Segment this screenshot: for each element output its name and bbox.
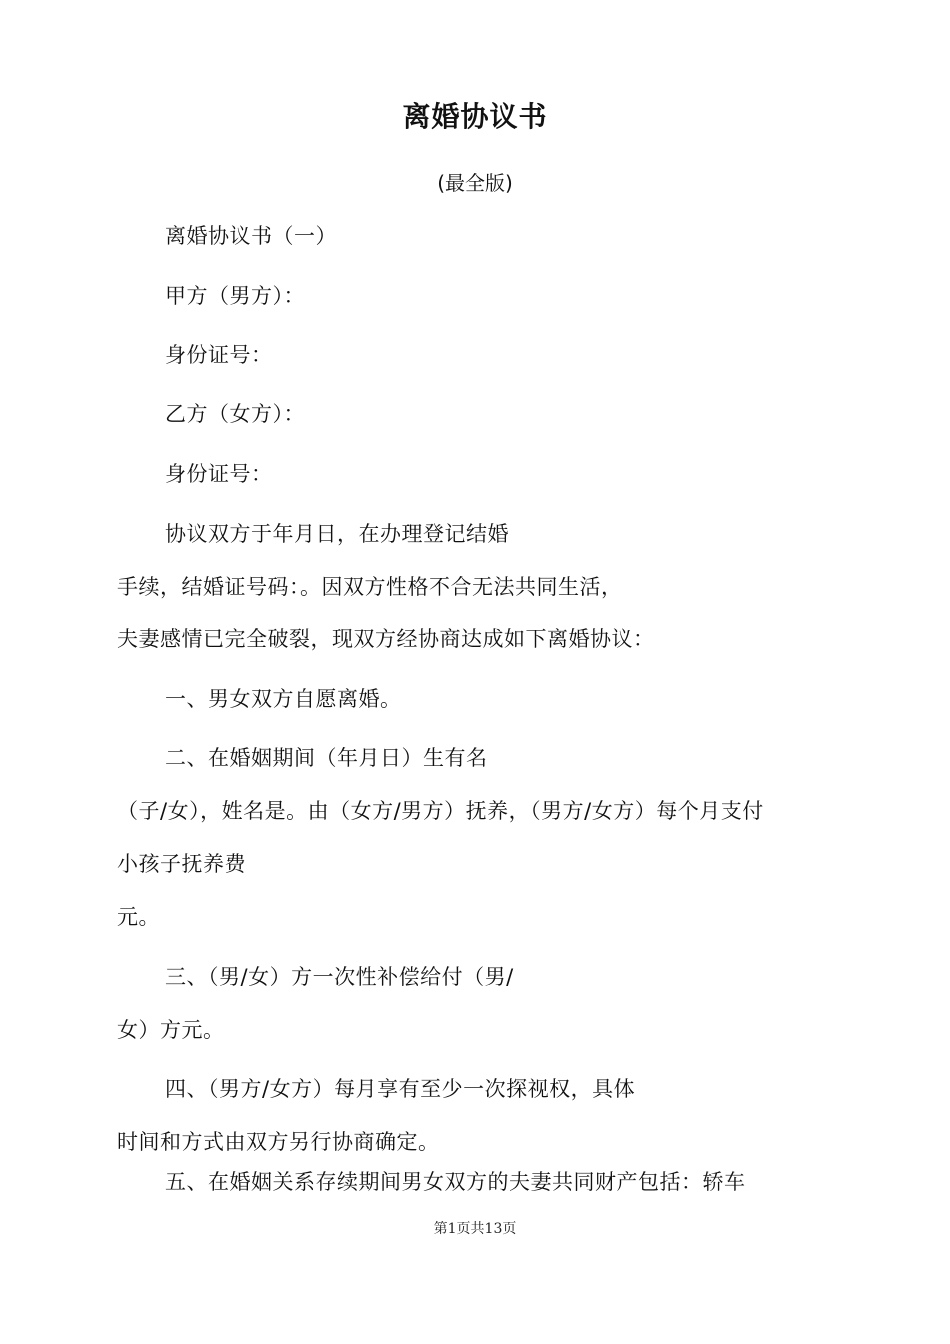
paragraph-line: 元。 <box>117 905 160 929</box>
party-b-field: 乙方（女方）： <box>165 402 305 426</box>
clause-2: 二、在婚姻期间（年月日）生有名 <box>165 746 488 770</box>
document-title: 离婚协议书 <box>402 100 548 133</box>
paragraph-line: 手续，结婚证号码：。因双方性格不合无法共同生活， <box>117 575 623 599</box>
clause-3: 三、（男/女）方一次性补偿给付（男/ <box>165 965 514 989</box>
paragraph-line: 小孩子抚养费 <box>117 852 246 876</box>
clause-1: 一、男女双方自愿离婚。 <box>165 687 402 711</box>
paragraph-line: 时间和方式由双方另行协商确定。 <box>117 1130 440 1154</box>
clause-5: 五、在婚姻关系存续期间男女双方的夫妻共同财产包括：轿车 <box>165 1170 746 1194</box>
section-heading: 离婚协议书（一） <box>165 224 337 248</box>
party-a-id-field: 身份证号： <box>165 343 273 367</box>
paragraph-line: 协议双方于年月日，在办理登记结婚 <box>165 522 509 546</box>
paragraph-line: 夫妻感情已完全破裂，现双方经协商达成如下离婚协议： <box>117 627 655 651</box>
party-a-field: 甲方（男方）： <box>165 284 305 308</box>
document-subtitle: (最全版) <box>437 171 513 195</box>
party-b-id-field: 身份证号： <box>165 462 273 486</box>
paragraph-line: 女）方元。 <box>117 1018 225 1042</box>
paragraph-line: （子/女），姓名是。由（女方/男方）抚养，（男方/女方）每个月支付 <box>117 799 764 823</box>
page-footer: 第1页共13页 <box>433 1221 517 1237</box>
clause-4: 四、（男方/女方）每月享有至少一次探视权，具体 <box>165 1077 636 1101</box>
